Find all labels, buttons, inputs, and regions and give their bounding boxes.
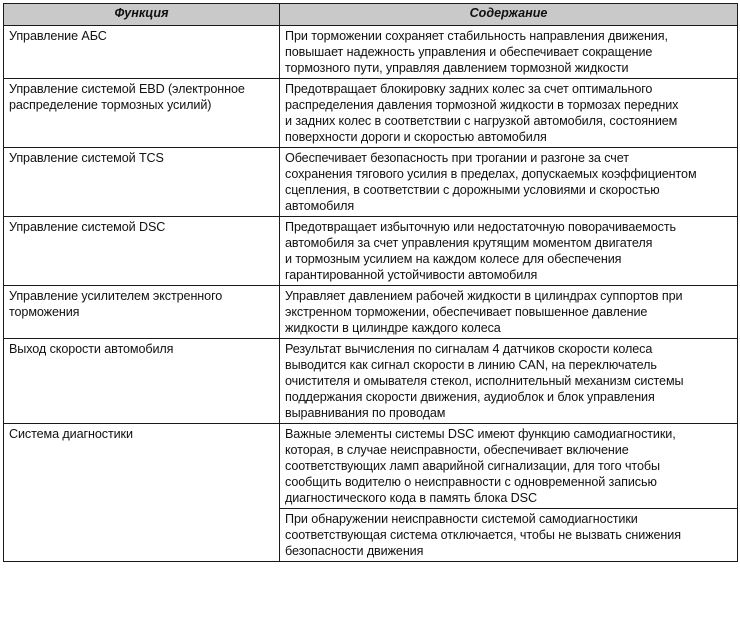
functions-table: [3, 3, 738, 562]
function-text: Управление усилителем экстренного торможения: [9, 289, 223, 319]
table-row: [4, 148, 738, 217]
content-cell: [280, 286, 738, 339]
function-cell: [4, 424, 280, 562]
content-text: Управляет давлением рабочей жидкости в цилиндрах суппортов при экстренном торможении, обеспечивает повышенное давление жидкости в цилиндре каждого колеса: [285, 289, 683, 335]
table-row: [4, 217, 738, 286]
content-cell: [280, 339, 738, 424]
content-text: При обнаружении неисправности системой самодиагностики соответствующая система отключается, чтобы не вызвать снижения безопасности движения: [285, 512, 681, 558]
table-header-row: [4, 4, 738, 26]
function-text: Управление системой EBD (электронное распределение тормозных усилий): [9, 82, 245, 112]
content-text: Обеспечивает безопасность при трогании и разгоне за счет сохранения тягового усилия в пределах, допускаемых коэффициентом сцепления, в соответствии с дорожными условиями и скоростью автомобиля: [285, 151, 697, 213]
content-cell-extra: [280, 509, 738, 562]
header-function: Функция: [4, 4, 280, 26]
function-cell: [4, 79, 280, 148]
content-cell: [280, 148, 738, 217]
function-cell: [4, 217, 280, 286]
function-text: Выход скорости автомобиля: [9, 342, 174, 356]
content-cell: [280, 424, 738, 509]
content-cell: [280, 217, 738, 286]
table-row: [4, 339, 738, 424]
function-text: Управление АБС: [9, 29, 107, 43]
function-cell: [4, 339, 280, 424]
function-cell: [4, 286, 280, 339]
content-cell: [280, 26, 738, 79]
function-text: Управление системой TCS: [9, 151, 164, 165]
function-text: Управление системой DSC: [9, 220, 166, 234]
content-text: При торможении сохраняет стабильность направления движения, повышает надежность управления и обеспечивает сокращение тормозного пути, управляя давлением тормозной жидкости: [285, 29, 668, 75]
content-cell: [280, 79, 738, 148]
table-row: [4, 79, 738, 148]
table-row: [4, 26, 738, 79]
content-text: Важные элементы системы DSC имеют функцию самодиагностики, которая, в случае неисправности, обеспечивает включение соответствующих ламп аварийной сигнализации, для того чтобы сообщить водителю о неисправности с одновременной записью диагностического кода в память блока DSC: [285, 427, 676, 505]
function-cell: [4, 26, 280, 79]
content-text: Предотвращает избыточную или недостаточную поворачиваемость автомобиля за счет управления крутящим моментом двигателя и тормозным усилием на каждом колесе для обеспечения гарантированной устойчивости автомобиля: [285, 220, 676, 282]
content-text: Предотвращает блокировку задних колес за счет оптимального распределения давления тормозной жидкости в тормозах передних и задних колес в соответствии с нагрузкой автомобиля, состоянием поверхности дороги и скоростью автомобиля: [285, 82, 679, 144]
function-text: Система диагностики: [9, 427, 133, 441]
content-text: Результат вычисления по сигналам 4 датчиков скорости колеса выводится как сигнал скорости в линию CAN, на переключатель очистителя и омывателя стекол, исполнительный механизм системы поддержания скорости движения, аудиоблок и блок управления выравнивания по проводам: [285, 342, 684, 420]
header-content: Содержание: [280, 4, 738, 26]
function-cell: [4, 148, 280, 217]
table-row: [4, 424, 738, 509]
table-row: [4, 286, 738, 339]
